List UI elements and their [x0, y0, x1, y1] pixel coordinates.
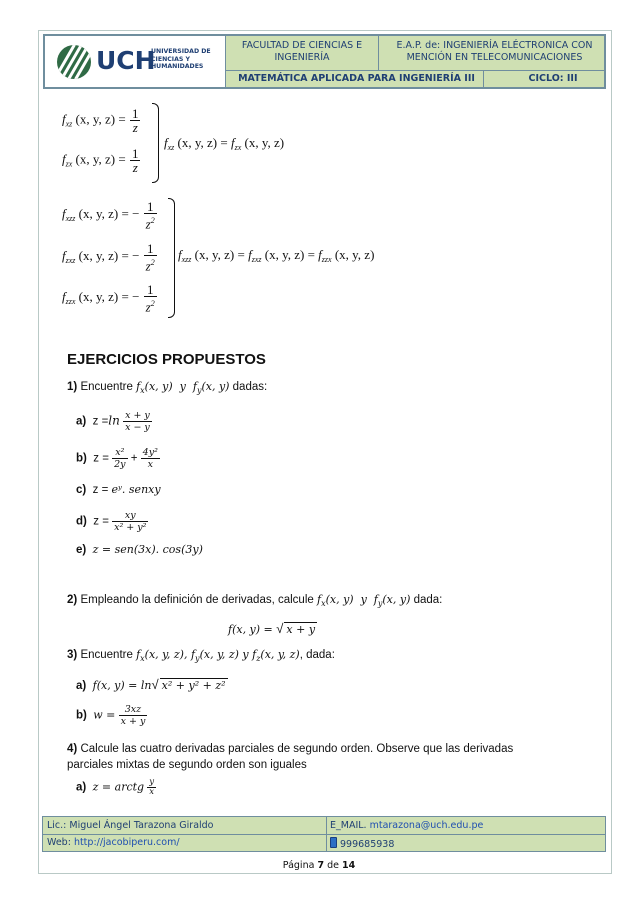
- web-link[interactable]: http://jacobiperu.com/: [73, 837, 180, 848]
- equation-fxzz: $f_{xzz}$ (x, y, z) = − $\frac{1}{z^2}$: [62, 199, 155, 232]
- page-footer: [42, 816, 606, 852]
- exercise-1d: d) z = $\frac{xy}{\text{x² + y²}}$: [76, 510, 147, 533]
- web-field: Web: http://jacobiperu.com/: [47, 837, 180, 848]
- equation-fzx: $f_{zx}$ (x, y, z) = $\frac{1}{z}$: [62, 146, 139, 175]
- brace-1: [152, 103, 159, 183]
- logo-subtitle: UNIVERSIDAD DE CIENCIAS Y HUMANIDADES: [151, 48, 211, 70]
- equation-mixed-equal-2: $f_{xzz}$ (x, y, $z) = f_{zxz}$ (x, y, $z) = f_{zzx}$ (x, y, z): [178, 247, 375, 264]
- page-header: [43, 34, 606, 89]
- exercise-3b: b) w = $\frac{3xz}{x + y}$: [76, 704, 146, 727]
- brace-2: [168, 198, 175, 318]
- equation-mixed-equal-1: $f_{xz}$ (x, y, $z) = f_{zx}$ (x, y, z): [164, 135, 285, 152]
- cycle-cell: CICLO: III: [483, 70, 604, 87]
- phone-icon: [330, 837, 337, 848]
- equation-fxz: $f_{xz}$ (x, y, z) = $\frac{1}{z}$: [62, 106, 139, 135]
- course-cell: MATEMÁTICA APLICADA PARA INGENIERÍA III: [225, 70, 483, 87]
- exercise-3a: a) f(x, y) = ln√ x² + y² + z²: [76, 677, 226, 692]
- exercise-1-statement: 1) Encuentre $f_x(x$, y) y $f_y(x$, y) dadas:: [67, 380, 268, 395]
- faculty-cell: FACULTAD DE CIENCIAS E INGENIERÍA: [225, 36, 378, 70]
- author-name: Lic.: Miguel Ángel Tarazona Giraldo: [47, 820, 214, 831]
- exercise-1c: c) z = eʸ. senxy: [76, 483, 161, 496]
- exercise-2-formula: f(x, y) = √ x + y: [228, 621, 316, 636]
- equation-fzxz: $f_{zxz}$ (x, y, z) = − $\frac{1}{z^2}$: [62, 241, 155, 274]
- email-link[interactable]: mtarazona@uch.edu.pe: [369, 820, 484, 831]
- page-number: Página 7 de 14: [282, 860, 356, 871]
- section-title: EJERCICIOS PROPUESTOS: [67, 351, 266, 368]
- logo-text: UCH: [96, 46, 156, 75]
- equation-fzzx: $f_{zzx}$ (x, y, z) = − $\frac{1}{z^2}$: [62, 282, 155, 315]
- exercise-3-statement: 3) Encuentre $f_x(x$, y, z), $f_y(x$, y, z) y $f_z(x$, y, z), dada:: [67, 648, 335, 663]
- logo-emblem-icon: [57, 45, 91, 79]
- exercise-2-statement: 2) Empleando la definición de derivadas, calcule $f_x(x$, y) y $f_y(x$, y) dada:: [67, 593, 443, 608]
- exercise-1e: e) z = sen(3x). cos(3y): [76, 543, 203, 556]
- exercise-4-statement: 4) Calcule las cuatro derivadas parciales de segundo orden. Observe que las derivadas: [67, 743, 514, 755]
- university-logo: [45, 36, 225, 87]
- phone-field: 999685938: [330, 837, 394, 850]
- exercise-4a: a) z = arctg $\frac{y}{x}$: [76, 777, 155, 797]
- school-cell: E.A.P. de: INGENIERÍA ELÉCTRONICA CON MENCIÓN EN TELECOMUNICACIONES: [378, 36, 604, 70]
- email-field: E_MAIL. mtarazona@uch.edu.pe: [330, 820, 484, 831]
- exercise-1a: a) z =ln $\frac{x + y}{x - y}$: [76, 410, 150, 433]
- exercise-1b: b) z = $\frac{\text{x²}}{2y}$ + $\frac{\text{4y²}}{x}$: [76, 447, 158, 470]
- exercise-4-statement-line2: parciales mixtas de segundo orden son iguales: [67, 759, 307, 771]
